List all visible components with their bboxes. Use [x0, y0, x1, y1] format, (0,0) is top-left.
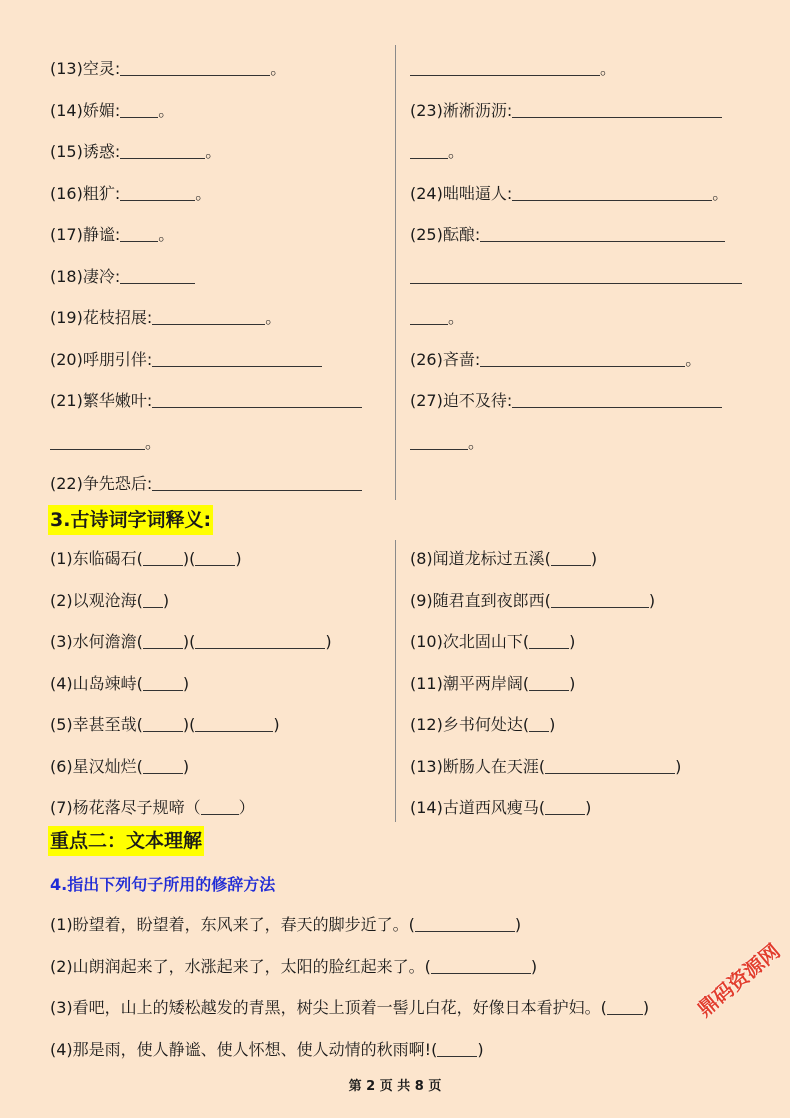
answer-blank[interactable]: [143, 547, 183, 566]
answer-blank[interactable]: [512, 389, 722, 408]
answer-blank[interactable]: [529, 672, 569, 691]
vocab-item-q27b: [410, 431, 484, 455]
poem-item-p12: [410, 713, 555, 737]
vocab-item-q27: [410, 389, 722, 413]
paren-close: ): [675, 756, 682, 776]
paren-close: ): [569, 673, 576, 693]
vocab-item-q25c: [410, 306, 464, 330]
poem-phrase: (13)断肠人在天涯: [410, 756, 539, 776]
answer-blank[interactable]: [152, 306, 265, 325]
period: 。: [205, 142, 222, 161]
answer-blank[interactable]: [410, 140, 448, 159]
answer-blank[interactable]: [480, 348, 685, 367]
paren-open: (: [136, 549, 143, 568]
watermark-logo: 鼎码资源网: [692, 938, 785, 1022]
answer-blank[interactable]: [545, 755, 675, 774]
paren-close: ): [530, 956, 538, 976]
poem-item-p4: [50, 672, 189, 696]
paren-open: (: [522, 632, 530, 651]
poem-phrase: (1)东临碣石: [50, 549, 137, 568]
answer-blank[interactable]: [143, 589, 163, 608]
vocab-item-q20: [50, 348, 322, 372]
paren-close: ): [642, 998, 650, 1017]
vocab-word: (18)凄冷:: [50, 266, 121, 286]
poem-item-p6: [50, 755, 189, 779]
vocab-word: (27)迫不及待:: [410, 391, 513, 410]
sentence: (1)盼望着，盼望着，东风来了，春天的脚步近了。(: [50, 915, 415, 934]
poem-phrase: (6)星汉灿烂: [50, 756, 137, 776]
paren-open: (: [136, 632, 143, 651]
poem-item-p9: [410, 589, 655, 613]
paren-close: ): [549, 715, 556, 734]
poem-item-p3: [50, 630, 332, 654]
answer-blank[interactable]: [529, 630, 569, 649]
vocab-item-q21b: [50, 431, 161, 455]
answer-blank[interactable]: [551, 547, 591, 566]
sentence: (3)看吧，山上的矮松越发的青黑，树尖上顶着一髻儿白花，好像日本看护妇。(: [50, 998, 607, 1017]
paren-close: ): [569, 632, 576, 651]
vocab-item-q14: [50, 99, 174, 123]
paren-close: ): [182, 549, 190, 568]
vocab-item-q24: [410, 182, 728, 206]
period: 。: [145, 432, 162, 452]
paren-close: ): [182, 756, 190, 776]
vocab-word: (23)淅淅沥沥:: [410, 100, 513, 120]
paren-close: ): [325, 632, 332, 651]
answer-blank[interactable]: [120, 57, 270, 76]
vocab-word: (20)呼朋引伴:: [50, 349, 153, 369]
vocab-item-q19: [50, 306, 281, 330]
paren-close: ): [273, 715, 280, 734]
poem-item-p10: [410, 630, 575, 654]
poem-item-p2: [50, 589, 169, 613]
poem-item-p1: [50, 547, 242, 571]
paren-close: ): [235, 549, 242, 568]
answer-blank[interactable]: [512, 182, 712, 201]
answer-blank[interactable]: [201, 796, 239, 815]
poem-phrase: (14)古道西风瘦马: [410, 798, 539, 817]
paren-open: (: [538, 798, 546, 817]
period: 。: [158, 225, 175, 244]
vocab-item-q16: [50, 182, 211, 206]
rhetoric-item-r3: [50, 996, 649, 1020]
paren-close: ): [648, 590, 656, 610]
poem-phrase: (8)闻道龙标过五溪: [410, 549, 545, 568]
answer-blank[interactable]: [120, 99, 158, 118]
poem-phrase: (4)山岛竦峙: [50, 673, 137, 693]
answer-blank[interactable]: [431, 955, 531, 974]
answer-blank[interactable]: [143, 713, 183, 732]
paren-close: ): [182, 632, 190, 651]
answer-blank[interactable]: [529, 713, 549, 732]
vocab-word: (21)繁华嫩叶:: [50, 391, 153, 410]
answer-blank[interactable]: [607, 996, 643, 1015]
vocab-item-q15: [50, 140, 221, 164]
answer-blank[interactable]: [50, 431, 145, 450]
paren-close: ): [590, 549, 598, 568]
vocab-word: (15)诱惑:: [50, 142, 121, 161]
poem-phrase: (12)乡书何处达: [410, 715, 523, 734]
vocab-word: (24)咄咄逼人:: [410, 183, 513, 203]
poem-phrase: (10)次北固山下: [410, 632, 523, 651]
answer-blank[interactable]: [120, 223, 158, 242]
poem-phrase: (7)杨花落尽子规啼（: [50, 798, 201, 817]
answer-blank[interactable]: [480, 223, 725, 242]
poem-phrase: (11)潮平两岸阔: [410, 673, 523, 693]
period: 。: [195, 183, 212, 203]
answer-blank[interactable]: [152, 472, 362, 491]
paren-open: (: [189, 632, 196, 651]
answer-blank[interactable]: [143, 630, 183, 649]
period: 。: [448, 142, 465, 161]
poem-item-p7: [50, 796, 255, 820]
poem-phrase: (3)水何澹澹: [50, 632, 137, 651]
answer-blank[interactable]: [120, 182, 195, 201]
paren-open: (: [522, 715, 530, 734]
answer-blank[interactable]: [415, 913, 515, 932]
period: 。: [685, 349, 702, 369]
paren-open: (: [136, 673, 143, 693]
answer-blank[interactable]: [551, 589, 649, 608]
answer-blank[interactable]: [152, 348, 322, 367]
vocab-item-q13: [50, 57, 286, 81]
vocab-item-q23: [410, 99, 722, 123]
vocab-item-q25: [410, 223, 725, 247]
vocab-word: (26)吝啬:: [410, 349, 481, 369]
period: 。: [158, 100, 175, 120]
period: 。: [600, 59, 617, 78]
paren-open: (: [189, 715, 196, 734]
paren-close: ): [182, 673, 190, 693]
focus2-title: 重点二：文本理解: [48, 826, 204, 856]
paren-open: (: [544, 549, 551, 568]
column-divider-top: [395, 45, 396, 500]
paren-open: (: [538, 756, 546, 776]
answer-blank[interactable]: [410, 306, 448, 325]
poem-item-p8: [410, 547, 597, 571]
period: 。: [468, 432, 485, 452]
answer-blank[interactable]: [410, 265, 742, 284]
rhetoric-item-r2: [50, 955, 537, 979]
period: 。: [448, 308, 465, 327]
sentence: (2)山朗润起来了，水涨起来了，太阳的脸红起来了。(: [50, 956, 431, 976]
vocab-word: (22)争先恐后:: [50, 474, 153, 493]
paren-open: (: [136, 756, 143, 776]
q4-title: 4.指出下列句子所用的修辞方法: [50, 875, 276, 894]
vocab-word: (13)空灵:: [50, 59, 121, 78]
page-footer: 第 2 页 共 8 页: [348, 1079, 442, 1094]
vocab-word: (19)花枝招展:: [50, 308, 153, 327]
vocab-item-q22: [50, 472, 362, 496]
vocab-item-q17: [50, 223, 174, 247]
paren-open: (: [136, 590, 143, 610]
answer-blank[interactable]: [195, 713, 273, 732]
paren-open: (: [136, 715, 143, 734]
answer-blank[interactable]: [120, 265, 195, 284]
answer-blank[interactable]: [143, 755, 183, 774]
paren-open: (: [189, 549, 196, 568]
paren-close: ): [514, 915, 522, 934]
answer-blank[interactable]: [410, 57, 600, 76]
paren-open: (: [522, 673, 530, 693]
vocab-item-q18: [50, 265, 195, 289]
answer-blank[interactable]: [195, 547, 235, 566]
vocab-item-q22b: [410, 57, 616, 81]
section3-title: 3.古诗词字词释义:: [48, 505, 213, 535]
rhetoric-item-r1: [50, 913, 521, 937]
vocab-item-q21: [50, 389, 362, 413]
period: 。: [712, 183, 729, 203]
answer-blank[interactable]: [545, 796, 585, 815]
vocab-item-q26: [410, 348, 701, 372]
paren-close: ）: [238, 798, 255, 817]
poem-item-p11: [410, 672, 575, 696]
vocab-word: (25)酝酿:: [410, 225, 481, 244]
period: 。: [270, 59, 287, 78]
paren-close: ): [182, 715, 190, 734]
answer-blank[interactable]: [120, 140, 205, 159]
sentence: (4)那是雨，使人静谧、使人怀想、使人动情的秋雨啊!(: [50, 1039, 438, 1059]
paren-open: (: [544, 590, 551, 610]
poem-item-p13: [410, 755, 681, 779]
answer-blank[interactable]: [152, 389, 362, 408]
vocab-item-q23b: [410, 140, 464, 164]
answer-blank[interactable]: [143, 672, 183, 691]
poem-item-p5: [50, 713, 280, 737]
poem-phrase: (9)随君直到夜郎西: [410, 590, 545, 610]
poem-item-p14: [410, 796, 591, 820]
answer-blank[interactable]: [195, 630, 325, 649]
answer-blank[interactable]: [437, 1038, 477, 1057]
paren-close: ): [477, 1039, 484, 1059]
poem-phrase: (5)幸甚至哉: [50, 715, 137, 734]
vocab-word: (17)静谧:: [50, 225, 121, 244]
vocab-item-q25b: [410, 265, 742, 289]
paren-close: ): [585, 798, 592, 817]
answer-blank[interactable]: [512, 99, 722, 118]
answer-blank[interactable]: [410, 431, 468, 450]
poem-phrase: (2)以观沧海: [50, 590, 137, 610]
period: 。: [265, 308, 282, 327]
column-divider-bottom: [395, 540, 396, 822]
rhetoric-item-r4: [50, 1038, 484, 1062]
vocab-word: (16)粗犷:: [50, 183, 121, 203]
vocab-word: (14)娇媚:: [50, 100, 121, 120]
paren-close: ): [162, 590, 170, 610]
